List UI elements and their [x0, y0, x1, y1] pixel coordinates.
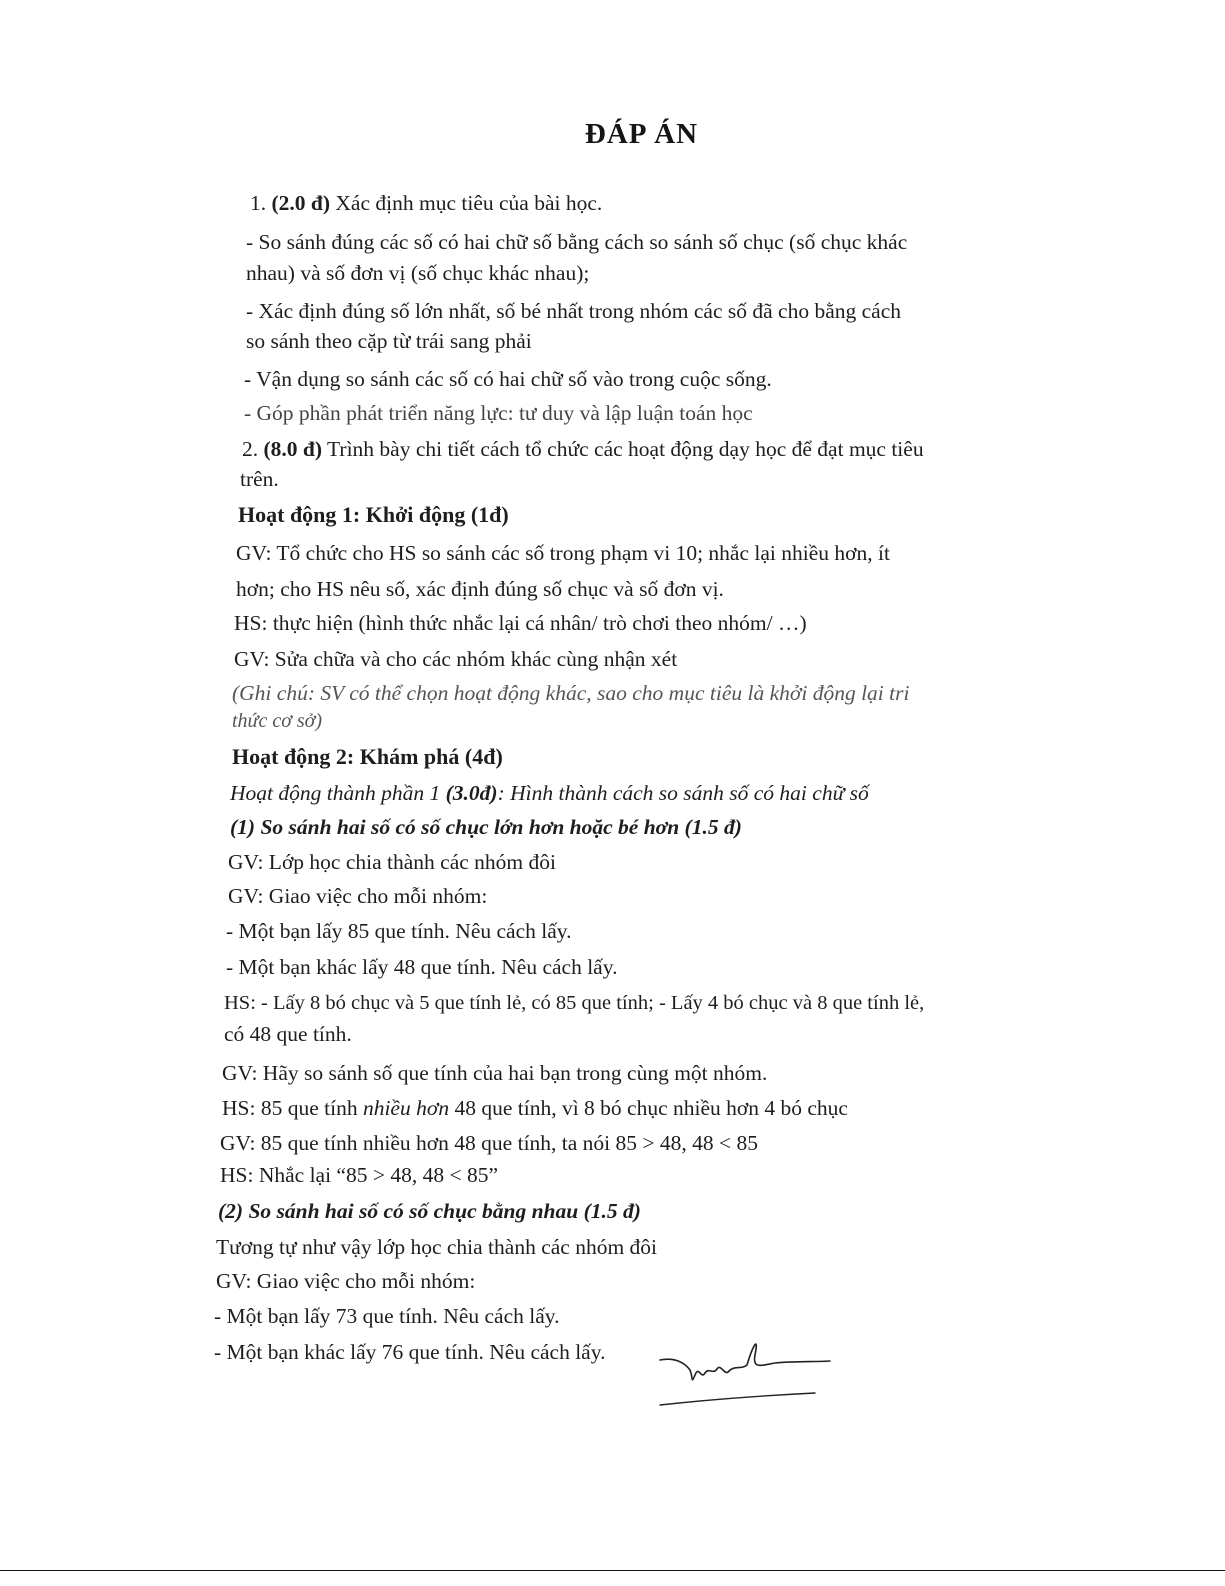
q1-bullet-1-cont: nhau) và số đơn vị (số chục khác nhau); [246, 261, 590, 285]
sub-activity-label: Hoạt động thành phần 1 [230, 781, 446, 805]
page-title: ĐÁP ÁN [584, 118, 699, 150]
q2-score: (8.0 đ) [263, 437, 323, 461]
activity-2-subheading [230, 780, 869, 806]
part-1-hs-line [222, 1095, 848, 1121]
signature-mark [655, 1325, 835, 1415]
activity-1-line: hơn; cho HS nêu số, xác định đúng số chục và số đơn vị. [236, 577, 724, 601]
part-1-line: - Một bạn lấy 85 que tính. Nêu cách lấy. [226, 919, 572, 943]
activity-1-line: GV: Tổ chức cho HS so sánh các số trong phạm vi 10; nhắc lại nhiều hơn, ít [236, 541, 890, 565]
part-1-line: HS: - Lấy 8 bó chục và 5 que tính lẻ, có 85 que tính; - Lấy 4 bó chục và 8 que tính lẻ, [224, 992, 925, 1014]
activity-1-line: HS: thực hiện (hình thức nhắc lại cá nhân/ trò chơi theo nhóm/ …) [234, 611, 807, 635]
activity-1-note-cont: thức cơ sở) [232, 710, 323, 732]
activity-1-note: (Ghi chú: SV có thể chọn hoạt động khác, sao cho mục tiêu là khởi động lại tri [232, 681, 910, 705]
q2-line [242, 436, 924, 462]
part-2-line: - Một bạn lấy 73 que tính. Nêu cách lấy. [214, 1304, 560, 1328]
part-2-line: - Một bạn khác lấy 76 que tính. Nêu cách lấy. [214, 1340, 606, 1364]
sub-activity-title: : Hình thành cách so sánh số có hai chữ số [497, 781, 869, 805]
part-2-title: (2) So sánh hai số có số chục bằng nhau (1.5 đ) [218, 1199, 641, 1223]
hs-line-end: 48 que tính, vì 8 bó chục nhiều hơn 4 bó chục [449, 1096, 848, 1120]
part-2-line: Tương tự như vậy lớp học chia thành các nhóm đôi [216, 1235, 658, 1259]
q1-bullet-2-cont: so sánh theo cặp từ trái sang phải [246, 329, 532, 353]
q1-text: Xác định mục tiêu của bài học. [335, 191, 603, 215]
part-1-line: có 48 que tính. [224, 1022, 352, 1046]
q1-bullet-2: - Xác định đúng số lớn nhất, số bé nhất trong nhóm các số đã cho bằng cách [246, 299, 902, 323]
part-1-line: GV: Hãy so sánh số que tính của hai bạn trong cùng một nhóm. [222, 1061, 768, 1085]
activity-1-heading: Hoạt động 1: Khởi động (1đ) [238, 502, 509, 527]
sub-activity-score: (3.0đ) [445, 781, 498, 805]
part-1-line: GV: Giao việc cho mỗi nhóm: [228, 884, 488, 908]
part-1-title: (1) So sánh hai số có số chục lớn hơn hoặc bé hơn (1.5 đ) [230, 815, 742, 839]
hs-line-emphasis: nhiều hơn [362, 1096, 450, 1120]
part-1-line: GV: Lớp học chia thành các nhóm đôi [228, 850, 557, 874]
q2-text-cont: trên. [240, 467, 279, 491]
q1-bullet-1: - So sánh đúng các số có hai chữ số bằng cách so sánh số chục (số chục khác [246, 230, 908, 254]
part-1-line: HS: Nhắc lại “85 > 48, 48 < 85” [220, 1163, 499, 1187]
part-1-line: - Một bạn khác lấy 48 que tính. Nêu cách lấy. [226, 955, 618, 979]
q1-line [250, 190, 602, 216]
activity-2-heading: Hoạt động 2: Khám phá (4đ) [232, 744, 503, 769]
scan-bottom-edge [0, 1570, 1225, 1586]
part-2-line: GV: Giao việc cho mỗi nhóm: [216, 1269, 476, 1293]
q1-bullet-4: - Góp phần phát triển năng lực: tư duy và lập luận toán học [244, 401, 753, 425]
q2-number: 2. [242, 437, 259, 461]
activity-1-line: GV: Sửa chữa và cho các nhóm khác cùng nhận xét [234, 647, 678, 671]
q1-number: 1. [250, 191, 267, 215]
hs-line-start: HS: 85 que tính [222, 1096, 363, 1120]
q1-score: (2.0 đ) [271, 191, 331, 215]
part-1-line: GV: 85 que tính nhiều hơn 48 que tính, ta nói 85 > 48, 48 < 85 [220, 1131, 759, 1155]
q2-text: Trình bày chi tiết cách tổ chức các hoạt động dạy học để đạt mục tiêu [327, 437, 924, 461]
q1-bullet-3: - Vận dụng so sánh các số có hai chữ số vào trong cuộc sống. [244, 367, 772, 391]
